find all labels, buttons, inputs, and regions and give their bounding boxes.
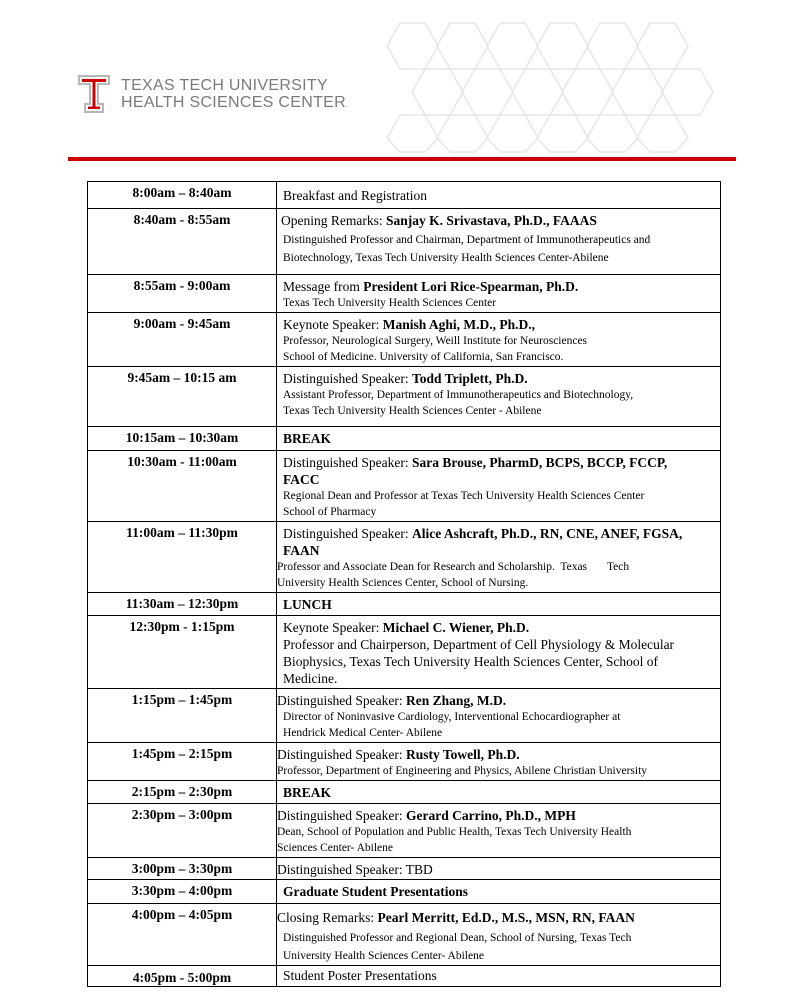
session-role: Distinguished Speaker: bbox=[277, 808, 406, 823]
session-cell bbox=[277, 904, 721, 966]
time-cell: 8:40am - 8:55am bbox=[88, 209, 277, 275]
speaker-name: Sara Brouse, PharmD, BCPS, BCCP, FCCP, bbox=[411, 455, 668, 470]
session-cell bbox=[277, 522, 721, 593]
time-cell: 1:45pm – 2:15pm bbox=[88, 743, 277, 781]
table-row bbox=[88, 904, 721, 966]
table-row bbox=[88, 966, 721, 987]
table-row bbox=[88, 367, 721, 427]
speaker-name: Michael C. Wiener, Ph.D. bbox=[382, 620, 530, 635]
speaker-name-continued: FAAN bbox=[283, 543, 320, 558]
table-row bbox=[88, 209, 721, 275]
session-role: Message from bbox=[283, 279, 364, 294]
table-row bbox=[88, 522, 721, 593]
lunch-label: LUNCH bbox=[283, 597, 332, 612]
session-cell bbox=[277, 182, 721, 209]
speaker-affiliation: Professor and Chairperson, Department of Cell Physiology & Molecular bbox=[283, 637, 675, 652]
table-row bbox=[88, 275, 721, 313]
time-cell: 8:00am – 8:40am bbox=[88, 182, 277, 209]
session-role: Distinguished Speaker: bbox=[283, 455, 412, 470]
university-name bbox=[121, 77, 348, 114]
time-cell: 9:45am – 10:15 am bbox=[88, 367, 277, 427]
schedule-table bbox=[87, 181, 721, 987]
break-label: BREAK bbox=[283, 431, 332, 446]
time-cell: 11:00am – 11:30pm bbox=[88, 522, 277, 593]
session-cell bbox=[277, 781, 721, 804]
session-cell bbox=[277, 209, 721, 275]
session-role: Keynote Speaker: bbox=[283, 317, 383, 332]
speaker-affiliation: University Health Sciences Center- Abilene bbox=[283, 950, 484, 962]
break-label: BREAK bbox=[283, 785, 332, 800]
time-cell: 9:00am - 9:45am bbox=[88, 313, 277, 367]
speaker-affiliation: Professor and Associate Dean for Research and Scholarship. Texas Tech bbox=[277, 561, 630, 573]
table-row bbox=[88, 427, 721, 451]
speaker-name: Manish Aghi, M.D., Ph.D., bbox=[382, 317, 535, 332]
session-role: Distinguished Speaker: bbox=[277, 693, 406, 708]
speaker-affiliation: Biotechnology, Texas Tech University Health Sciences Center-Abilene bbox=[283, 252, 609, 264]
speaker-name: Alice Ashcraft, Ph.D., RN, CNE, ANEF, FGSA, bbox=[411, 526, 683, 541]
speaker-affiliation: Regional Dean and Professor at Texas Tech University Health Sciences Center bbox=[283, 490, 645, 502]
speaker-name: Todd Triplett, Ph.D. bbox=[411, 371, 528, 386]
session-cell bbox=[277, 743, 721, 781]
session-role: Closing Remarks: bbox=[277, 910, 378, 925]
session-cell bbox=[277, 313, 721, 367]
table-row bbox=[88, 616, 721, 689]
speaker-affiliation: University Health Sciences Center, School of Nursing. bbox=[277, 577, 529, 589]
time-cell: 11:30am – 12:30pm bbox=[88, 593, 277, 616]
session-cell bbox=[277, 804, 721, 858]
speaker-affiliation: School of Medicine. University of California, San Francisco. bbox=[283, 351, 564, 363]
trademark-mark: . bbox=[346, 102, 349, 109]
session-cell bbox=[277, 858, 721, 880]
time-cell: 12:30pm - 1:15pm bbox=[88, 616, 277, 689]
session-role: Distinguished Speaker: bbox=[277, 747, 406, 762]
table-row bbox=[88, 689, 721, 743]
table-row bbox=[88, 804, 721, 858]
time-cell: 4:05pm - 5:00pm bbox=[88, 966, 277, 987]
speaker-affiliation: Medicine. bbox=[283, 671, 338, 686]
speaker-affiliation: Sciences Center- Abilene bbox=[277, 842, 394, 854]
table-row bbox=[88, 743, 721, 781]
speaker-affiliation: Distinguished Professor and Regional Dean, School of Nursing, Texas Tech bbox=[283, 932, 632, 944]
university-name-line2: HEALTH SCIENCES CENTER bbox=[121, 94, 347, 111]
time-cell: 2:15pm – 2:30pm bbox=[88, 781, 277, 804]
speaker-name: Ren Zhang, M.D. bbox=[405, 693, 507, 708]
speaker-affiliation: Assistant Professor, Department of Immunotherapeutics and Biotechnology, bbox=[283, 389, 634, 401]
table-row bbox=[88, 182, 721, 209]
session-role: Opening Remarks: bbox=[281, 213, 386, 228]
speaker-affiliation: School of Pharmacy bbox=[283, 506, 377, 518]
speaker-name-continued: FACC bbox=[283, 472, 320, 487]
time-cell: 3:00pm – 3:30pm bbox=[88, 858, 277, 880]
time-cell: 3:30pm – 4:00pm bbox=[88, 880, 277, 904]
speaker-name: Sanjay K. Srivastava, Ph.D., FAAAS bbox=[385, 213, 597, 228]
session-cell bbox=[277, 451, 721, 522]
university-name-line1: TEXAS TECH UNIVERSITY bbox=[121, 77, 328, 94]
table-row bbox=[88, 781, 721, 804]
speaker-name: President Lori Rice-Spearman, Ph.D. bbox=[363, 279, 579, 294]
session-cell bbox=[277, 966, 721, 987]
table-row bbox=[88, 451, 721, 522]
speaker-affiliation: Dean, School of Population and Public Health, Texas Tech University Health bbox=[277, 826, 632, 838]
time-cell: 8:55am - 9:00am bbox=[88, 275, 277, 313]
speaker-name: Pearl Merritt, Ed.D., M.S., MSN, RN, FAAN bbox=[377, 910, 635, 925]
session-title: Graduate Student Presentations bbox=[283, 884, 469, 899]
table-row bbox=[88, 858, 721, 880]
hexagon-pattern-decoration bbox=[380, 18, 730, 153]
session-cell bbox=[277, 367, 721, 427]
session-cell bbox=[277, 593, 721, 616]
session-cell bbox=[277, 616, 721, 689]
table-row bbox=[88, 880, 721, 904]
time-cell: 1:15pm – 1:45pm bbox=[88, 689, 277, 743]
session-title: Distinguished Speaker: TBD bbox=[277, 862, 433, 877]
header-divider bbox=[68, 157, 736, 161]
speaker-affiliation: Hendrick Medical Center- Abilene bbox=[283, 727, 443, 739]
session-cell bbox=[277, 689, 721, 743]
session-cell bbox=[277, 275, 721, 313]
session-title: Breakfast and Registration bbox=[283, 188, 427, 203]
time-cell: 10:30am - 11:00am bbox=[88, 451, 277, 522]
speaker-affiliation: Professor, Department of Engineering and Physics, Abilene Christian University bbox=[277, 765, 648, 777]
session-cell bbox=[277, 427, 721, 451]
speaker-name: Gerard Carrino, Ph.D., MPH bbox=[405, 808, 576, 823]
time-cell: 2:30pm – 3:00pm bbox=[88, 804, 277, 858]
speaker-affiliation: Texas Tech University Health Sciences Center bbox=[283, 297, 497, 309]
speaker-affiliation: Texas Tech University Health Sciences Center - Abilene bbox=[283, 405, 542, 417]
time-cell: 10:15am – 10:30am bbox=[88, 427, 277, 451]
table-row bbox=[88, 593, 721, 616]
table-row bbox=[88, 313, 721, 367]
speaker-affiliation: Distinguished Professor and Chairman, Department of Immunotherapeutics and bbox=[283, 234, 651, 246]
session-title: Student Poster Presentations bbox=[283, 968, 437, 983]
speaker-affiliation: Director of Noninvasive Cardiology, Interventional Echocardiographer at bbox=[283, 711, 621, 723]
session-cell bbox=[277, 880, 721, 904]
session-role: Distinguished Speaker: bbox=[283, 371, 412, 386]
speaker-affiliation: Professor, Neurological Surgery, Weill Institute for Neurosciences bbox=[283, 335, 588, 347]
speaker-name: Rusty Towell, Ph.D. bbox=[405, 747, 520, 762]
speaker-affiliation: Biophysics, Texas Tech University Health Sciences Center, School of bbox=[283, 654, 658, 669]
double-t-logo-icon bbox=[78, 75, 110, 113]
page-header bbox=[0, 0, 788, 165]
session-role: Distinguished Speaker: bbox=[283, 526, 412, 541]
time-cell: 4:00pm – 4:05pm bbox=[88, 904, 277, 966]
session-role: Keynote Speaker: bbox=[283, 620, 383, 635]
